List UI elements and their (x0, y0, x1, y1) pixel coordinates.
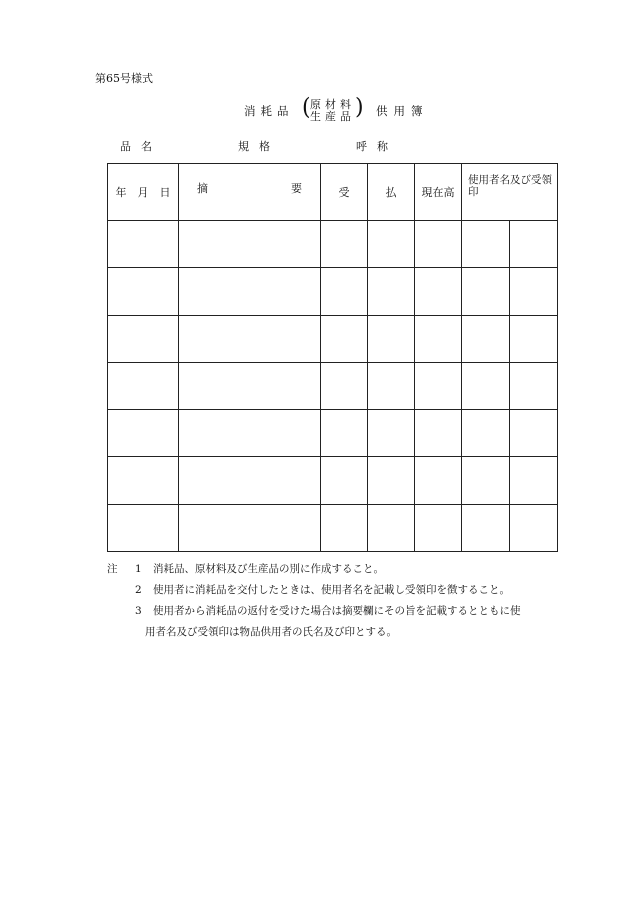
cell-user-name[interactable] (462, 362, 510, 409)
ledger-table (107, 163, 558, 552)
cell-summary[interactable] (179, 268, 321, 315)
header-user-signature: 使用者名及び受領印 (462, 164, 558, 221)
label-item-name: 品名 (120, 140, 162, 153)
cell-user-name[interactable] (462, 268, 510, 315)
cell-summary[interactable] (179, 410, 321, 457)
header-summary-b: 要 (291, 182, 302, 195)
cell-pay[interactable] (368, 268, 415, 315)
cell-summary[interactable] (179, 315, 321, 362)
cell-seal[interactable] (510, 362, 558, 409)
cell-pay[interactable] (368, 410, 415, 457)
notes-section (107, 559, 577, 643)
note-item-2 (107, 580, 577, 601)
title-close-paren: ) (355, 95, 364, 120)
note-text: 使用者に消耗品を交付したときは、使用者名を記載し受領印を徴すること。 (153, 584, 510, 596)
cell-balance[interactable] (415, 221, 462, 268)
note-item-3-continuation: 用者名及び受領印は物品供用者の氏名及び印とする。 (145, 626, 397, 638)
cell-pay[interactable] (368, 362, 415, 409)
note-number: 2 (135, 584, 142, 596)
cell-pay[interactable] (368, 457, 415, 504)
cell-seal[interactable] (510, 410, 558, 457)
form-number: 第65号様式 (95, 72, 153, 85)
cell-receive[interactable] (321, 410, 368, 457)
table-row (108, 504, 558, 551)
cell-pay[interactable] (368, 221, 415, 268)
title-open-paren: ( (302, 94, 311, 121)
header-pay: 払 (368, 164, 415, 221)
title-consumables: 消耗品 (244, 104, 294, 118)
table-row (108, 410, 558, 457)
cell-summary[interactable] (179, 221, 321, 268)
table-row (108, 362, 558, 409)
cell-balance[interactable] (415, 362, 462, 409)
note-number: 1 (135, 563, 142, 575)
cell-date[interactable] (108, 268, 179, 315)
note-label: 注 (107, 563, 118, 575)
cell-date[interactable] (108, 504, 179, 551)
cell-user-name[interactable] (462, 457, 510, 504)
table-header-row (108, 164, 558, 221)
header-balance: 現在高 (415, 164, 462, 221)
cell-summary[interactable] (179, 457, 321, 504)
cell-receive[interactable] (321, 362, 368, 409)
cell-seal[interactable] (510, 268, 558, 315)
cell-date[interactable] (108, 315, 179, 362)
cell-balance[interactable] (415, 315, 462, 362)
cell-receive[interactable] (321, 268, 368, 315)
label-call-name: 呼称 (356, 140, 398, 153)
note-number: 3 (135, 605, 142, 617)
cell-balance[interactable] (415, 457, 462, 504)
cell-user-name[interactable] (462, 221, 510, 268)
cell-date[interactable] (108, 221, 179, 268)
cell-user-name[interactable] (462, 315, 510, 362)
cell-balance[interactable] (415, 504, 462, 551)
cell-balance[interactable] (415, 410, 462, 457)
title-products: 生産品 (310, 110, 355, 123)
cell-seal[interactable] (510, 504, 558, 551)
cell-receive[interactable] (321, 315, 368, 362)
cell-pay[interactable] (368, 315, 415, 362)
cell-user-name[interactable] (462, 410, 510, 457)
cell-pay[interactable] (368, 504, 415, 551)
cell-seal[interactable] (510, 221, 558, 268)
cell-summary[interactable] (179, 362, 321, 409)
note-item-3 (107, 601, 577, 622)
cell-date[interactable] (108, 410, 179, 457)
document-title (0, 96, 630, 124)
cell-date[interactable] (108, 362, 179, 409)
table-row (108, 221, 558, 268)
cell-summary[interactable] (179, 504, 321, 551)
cell-seal[interactable] (510, 457, 558, 504)
note-text: 消耗品、原材料及び生産品の別に作成すること。 (153, 563, 384, 575)
header-summary (179, 164, 321, 221)
table-row (108, 315, 558, 362)
cell-balance[interactable] (415, 268, 462, 315)
title-usage-ledger: 供用簿 (376, 104, 429, 118)
cell-receive[interactable] (321, 504, 368, 551)
table-row (108, 268, 558, 315)
cell-seal[interactable] (510, 315, 558, 362)
cell-date[interactable] (108, 457, 179, 504)
label-spec: 規格 (238, 140, 280, 153)
cell-receive[interactable] (321, 457, 368, 504)
table-row (108, 457, 558, 504)
header-date: 年 月 日 (108, 164, 179, 221)
header-receive: 受 (321, 164, 368, 221)
title-raw-materials: 原材料 (310, 98, 355, 111)
cell-user-name[interactable] (462, 504, 510, 551)
cell-receive[interactable] (321, 221, 368, 268)
header-summary-a: 摘 (197, 182, 208, 195)
note-text: 使用者から消耗品の返付を受けた場合は摘要欄にその旨を記載するとともに使 (153, 605, 521, 617)
note-item-1 (107, 559, 577, 580)
